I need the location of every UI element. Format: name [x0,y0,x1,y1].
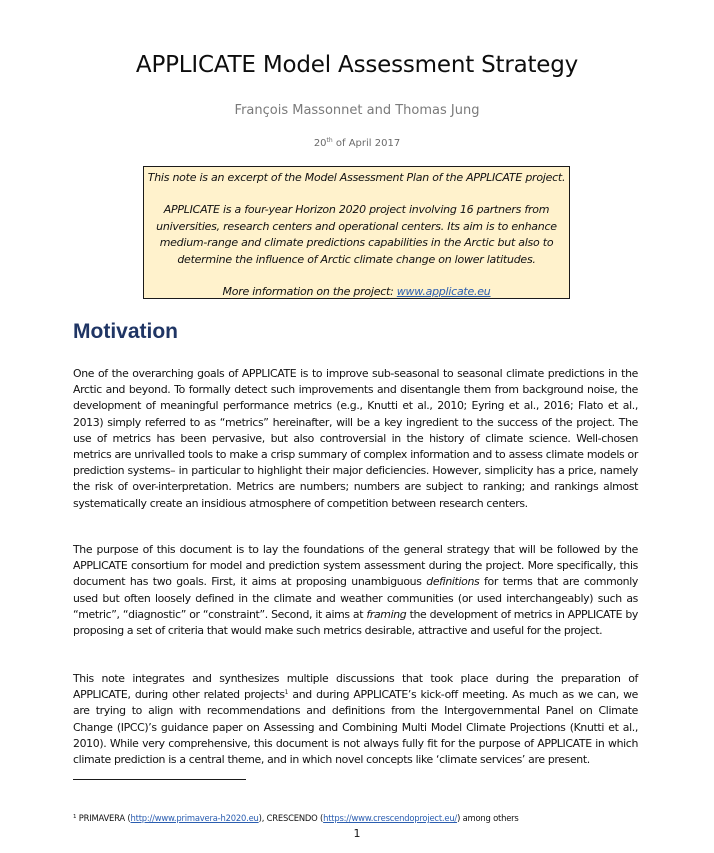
paragraph-motivation-3 [73,671,638,768]
footnote-reference[interactable]: 1 [284,689,289,697]
paragraph-text: The purpose of this document is to lay the foundations of the general strategy that will be followed by the APPLICATE consortium for model and prediction system assessment during the project. More specifically, this document has two goals. First, it aims at proposing unambiguous [73,543,638,589]
primavera-link[interactable]: http://www.primavera-h2020.eu [130,813,259,823]
page-number: 1 [353,827,361,840]
info-box [143,166,570,299]
info-box-spacer [144,186,569,202]
info-box-excerpt-note: This note is an excerpt of the Model Assessment Plan of the APPLICATE project. [147,171,566,184]
paragraph-text: for terms that are commonly used but often loosely defined in the climate and weather communities (or used interchangeably) such as “metric”, “diagnostic” or “constraint”. Second, it aims at [73,575,638,621]
document-authors: François Massonnet and Thomas Jung [234,103,480,118]
document-title: APPLICATE Model Assessment Strategy [135,52,579,78]
date-rest: of April 2017 [332,138,401,149]
info-box-spacer [144,268,569,284]
section-heading-motivation: Motivation [73,320,178,343]
paragraph-text: and during APPLICATE’s kick-off meeting. As much as we can, we are trying to align with recommendations and definitions from the Intergovernmental Panel on Climate Change (IPCC)’s guidance paper on Assessing and Combining Multi Model Climate Projections (Knutti et al., 2010). While very comprehensive, this document is not always fully fit for the purpose of APPLICATE in which climate prediction is a central theme, and in which novel concepts like ‘climate services’ are present. [73,688,638,767]
paragraph-text: the development of metrics in APPLICATE by proposing a set of criteria that would make such metrics desirable, attractive and useful for the project. [73,607,638,638]
paragraph-motivation-1: One of the overarching goals of APPLICATE is to improve sub-seasonal to seasonal climate predictions in the Arctic and beyond. To formally detect such improvements and disentangle them from background noise, the development of meaningful performance metrics (e.g., Knutti et al., 2010; Eyring et al., 2016; Flato et al., 2013) simply referred to as “metrics” hereinafter, will be a key ingredient to the success of the project. The use of metrics has been pervasive, but also controversial in the history of climate science. Well-chosen metrics are unrivalled tools to make a crisp summary of complex information and to assess climate models or prediction systems– in particular to highlight their major deficiencies. However, simplicity has a price, namely the risk of over-interpretation. Metrics are numbers; numbers are subject to ranking; and rankings almost systematically create an insidious atmosphere of competition between research centers. [73,367,638,510]
footnote-1 [73,813,519,823]
emphasis-definitions: definitions [426,575,480,589]
footnote-separator [73,779,246,780]
paragraph-text: This note integrates and synthesizes multiple discussions that took place during the preparation of APPLICATE, during other related projects [73,672,638,702]
info-box-more-info [144,284,569,300]
document-date [0,137,714,149]
footnote-number: 1 [73,814,77,820]
date-day: 20 [313,138,327,149]
emphasis-framing: framing [366,607,407,621]
applicate-website-link[interactable]: www.applicate.eu [396,285,491,299]
footnote-text: ), CRESCENDO ( [258,813,324,823]
footnote-text: PRIMAVERA ( [76,813,131,823]
paragraph-motivation-2 [73,542,638,639]
date-day-suffix: th [326,137,333,144]
footnote-text: ) among others [457,813,519,823]
info-box-project-description: APPLICATE is a four-year Horizon 2020 project involving 16 partners from universities, research centers and operational centers. Its aim is to enhance medium-range and climate predictions capabilities in the Arctic but also to determine the influence of Arctic climate change on lower latitudes. [156,203,557,266]
more-info-label: More information on the project: [222,285,397,299]
crescendo-link[interactable]: https://www.crescendoproject.eu/ [323,813,458,823]
